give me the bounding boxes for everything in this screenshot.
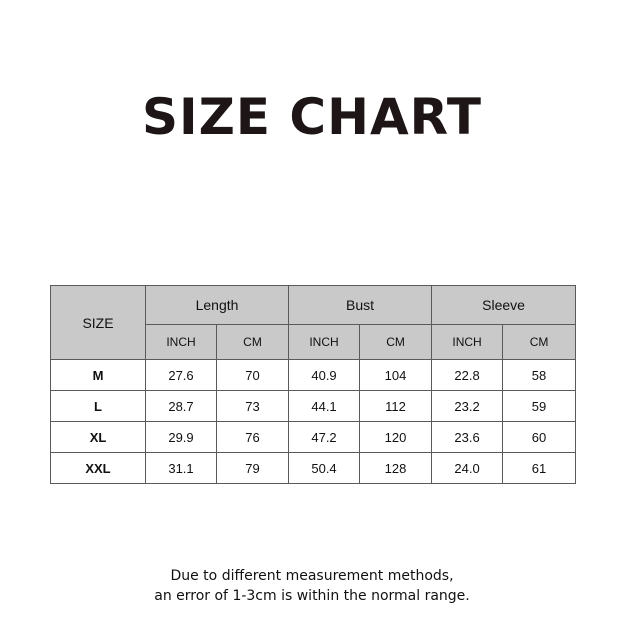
table-cell: 40.9: [289, 360, 360, 391]
header-unit: INCH: [289, 325, 360, 360]
table-cell: 59: [503, 391, 576, 422]
table-cell: 31.1: [146, 453, 217, 484]
header-unit: CM: [217, 325, 289, 360]
table-cell: 104: [360, 360, 432, 391]
header-length: Length: [146, 286, 289, 325]
table-cell: 61: [503, 453, 576, 484]
table-cell: 29.9: [146, 422, 217, 453]
table-cell: 44.1: [289, 391, 360, 422]
table-cell: 112: [360, 391, 432, 422]
page-title: SIZE CHART: [141, 88, 483, 146]
size-cell: L: [51, 391, 146, 422]
table-row: [51, 453, 576, 484]
table-cell: 79: [217, 453, 289, 484]
table-cell: 23.2: [432, 391, 503, 422]
table-cell: 58: [503, 360, 576, 391]
header-unit: CM: [503, 325, 576, 360]
measurement-note: [0, 566, 624, 606]
table-row: [51, 422, 576, 453]
size-chart-table: [50, 285, 576, 484]
header-unit: INCH: [432, 325, 503, 360]
table-cell: 70: [217, 360, 289, 391]
table-row: [51, 360, 576, 391]
size-cell: XXL: [51, 453, 146, 484]
size-cell: M: [51, 360, 146, 391]
note-line: Due to different measurement methods,: [170, 568, 454, 584]
table-cell: 24.0: [432, 453, 503, 484]
header-sleeve: Sleeve: [432, 286, 576, 325]
table-cell: 60: [503, 422, 576, 453]
header-unit: CM: [360, 325, 432, 360]
header-unit: INCH: [146, 325, 217, 360]
table-cell: 120: [360, 422, 432, 453]
table-cell: 23.6: [432, 422, 503, 453]
table-cell: 128: [360, 453, 432, 484]
table-cell: 76: [217, 422, 289, 453]
table-cell: 47.2: [289, 422, 360, 453]
table-cell: 28.7: [146, 391, 217, 422]
table-cell: 50.4: [289, 453, 360, 484]
header-row-groups: [51, 286, 576, 325]
table-row: [51, 391, 576, 422]
header-size: SIZE: [51, 286, 146, 360]
table-cell: 73: [217, 391, 289, 422]
table-cell: 27.6: [146, 360, 217, 391]
header-bust: Bust: [289, 286, 432, 325]
size-cell: XL: [51, 422, 146, 453]
note-line: an error of 1-3cm is within the normal range.: [154, 588, 470, 604]
table-cell: 22.8: [432, 360, 503, 391]
